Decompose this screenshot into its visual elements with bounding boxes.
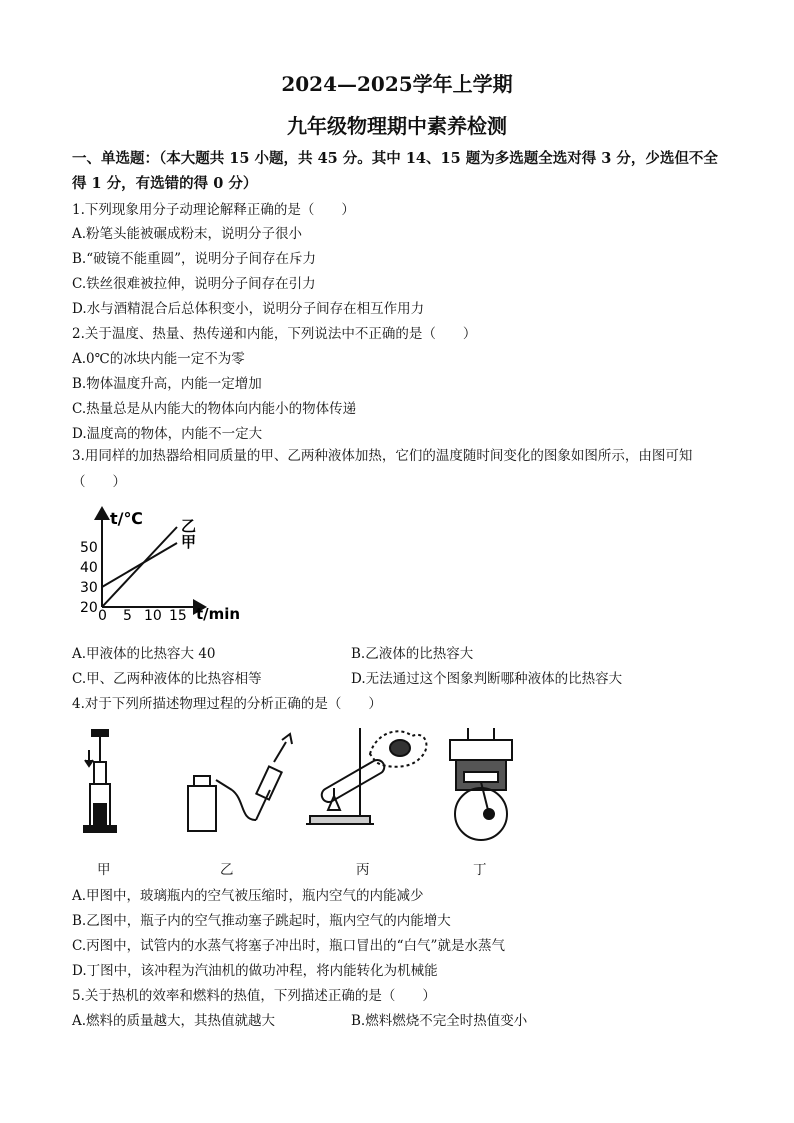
exam-subtitle: 九年级物理期中素养检测: [287, 114, 507, 138]
fig-label-jia: 甲: [97, 862, 111, 878]
q5-stem: 5.关于热机的效率和燃料的热值，下列描述正确的是（ ）: [72, 988, 436, 1004]
q3-option-d: D.无法通过这个图象判断哪种液体的比热容大: [351, 671, 623, 687]
q3-option-b: B.乙液体的比热容大: [351, 646, 474, 662]
x-tick-label: 15: [169, 608, 187, 624]
x-tick-label: 0: [98, 608, 107, 624]
temperature-time-graph: [72, 500, 262, 630]
q2-option-a: A.0℃的冰块内能一定不为零: [72, 351, 245, 367]
q3-option-a: A.甲液体的比热容大 40: [72, 646, 216, 662]
q5-option-b: B.燃料燃烧不完全时热值变小: [351, 1013, 528, 1029]
section-heading: 一、单选题：（本大题共 15 小题，共 45 分。其中 14、15 题为多选题全选对得 3 分，少选但不全得 1 分，有选错的得 0 分）: [72, 150, 718, 192]
q4-figures: [70, 718, 530, 878]
y-tick-label: 20: [80, 600, 98, 616]
series-line-jia: [102, 543, 177, 587]
y-tick-label: 50: [80, 540, 98, 556]
q3-stem: 3.用同样的加热器给相同质量的甲、乙两种液体加热，它们的温度随时间变化的图象如图所示，由图可知（ ）: [72, 448, 693, 490]
q1-option-d: D.水与酒精混合后总体积变小，说明分子间存在相互作用力: [72, 301, 425, 317]
fig-label-yi: 乙: [220, 862, 234, 878]
series-label-jia: 甲: [181, 533, 197, 551]
q1-option-b: B.“破镜不能重圆”，说明分子间存在斥力: [72, 251, 317, 267]
series-line-yi: [102, 527, 177, 607]
x-tick-label: 10: [144, 608, 162, 624]
figure-bing-test-tube: [306, 728, 426, 824]
q1-option-a: A.粉笔头能被碾成粉末，说明分子很小: [72, 226, 303, 242]
series-label-yi: 乙: [181, 517, 197, 535]
q1-option-c: C.铁丝很难被拉伸，说明分子间存在引力: [72, 276, 316, 292]
q2-option-b: B.物体温度升高，内能一定增加: [72, 376, 262, 392]
q2-stem: 2.关于温度、热量、热传递和内能，下列说法中不正确的是（ ）: [72, 326, 477, 342]
q4-stem: 4.对于下列所描述物理过程的分析正确的是（ ）: [72, 696, 382, 712]
y-axis-label: t/℃: [110, 509, 143, 528]
q4-option-a: A.甲图中，玻璃瓶内的空气被压缩时，瓶内空气的内能减少: [72, 888, 424, 904]
y-tick-label: 40: [80, 560, 98, 576]
q3-option-c: C.甲、乙两种液体的比热容相等: [72, 671, 262, 687]
exam-title: 2024—2025学年上学期: [281, 72, 513, 96]
q1-stem: 1.下列现象用分子动理论解释正确的是（ ）: [72, 202, 355, 218]
y-tick-label: 30: [80, 580, 98, 596]
q4-option-b: B.乙图中，瓶子内的空气推动塞子跳起时，瓶内空气的内能增大: [72, 913, 451, 929]
q4-option-c: C.丙图中，试管内的水蒸气将塞子冲出时，瓶口冒出的“白气”就是水蒸气: [72, 938, 505, 954]
figure-yi-bottle-pump: [188, 734, 292, 831]
fig-label-bing: 丙: [356, 862, 370, 878]
figure-ding-engine: [450, 728, 512, 840]
figure-jia-pump-bottle: [84, 730, 116, 832]
x-tick-label: 5: [123, 608, 132, 624]
fig-label-ding: 丁: [473, 862, 487, 878]
q2-option-d: D.温度高的物体，内能不一定大: [72, 426, 263, 442]
q5-option-a: A.燃料的质量越大，其热值就越大: [72, 1013, 276, 1029]
q2-option-c: C.热量总是从内能大的物体向内能小的物体传递: [72, 401, 357, 417]
q4-option-d: D.丁图中，该冲程为汽油机的做功冲程，将内能转化为机械能: [72, 963, 438, 979]
x-axis-label: t/min: [196, 605, 241, 623]
